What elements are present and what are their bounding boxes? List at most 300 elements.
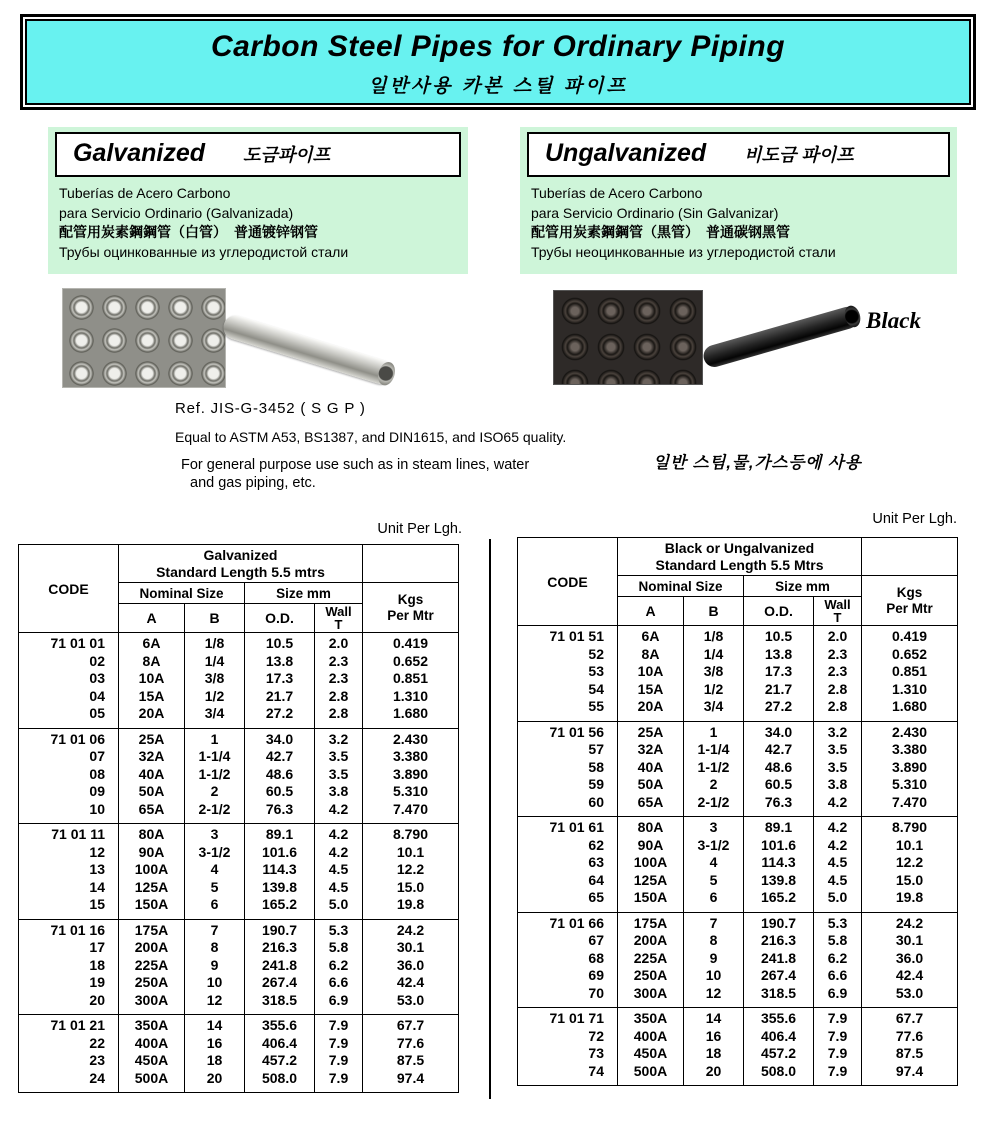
wall-label: Wall: [325, 604, 352, 619]
table-row: [19, 783, 459, 801]
wall-cell: 3.5: [315, 766, 363, 784]
nominal-b-cell: 2: [684, 776, 744, 794]
code-cell: 07: [19, 748, 119, 766]
page-title-korean: 일반사용 카본 스틸 파이프: [368, 76, 628, 97]
od-cell: 508.0: [245, 1070, 315, 1093]
ungalvanized-heading: Ungalvanized: [545, 139, 707, 167]
table-row: [19, 748, 459, 766]
col-b-header: B: [185, 604, 245, 633]
table-row: [518, 698, 958, 721]
table-row: [518, 776, 958, 794]
code-cell: 19: [19, 974, 119, 992]
nominal-b-cell: 2: [185, 783, 245, 801]
code-cell: 22: [19, 1035, 119, 1053]
code-cell: 60: [518, 794, 618, 817]
nominal-b-cell: 1/8: [185, 633, 245, 653]
nominal-a-cell: 400A: [119, 1035, 185, 1053]
nominal-b-cell: 7: [684, 912, 744, 932]
table-row: [518, 932, 958, 950]
ungalvanized-desc-chinese: 配管用炭素鋼鋼管（黒管） 普通碳钢黑管: [531, 224, 790, 240]
nominal-b-cell: 2-1/2: [684, 794, 744, 817]
od-cell: 60.5: [744, 776, 814, 794]
code-cell: 73: [518, 1045, 618, 1063]
code-cell: 71 01 11: [19, 824, 119, 844]
code-cell: 71 01 61: [518, 817, 618, 837]
code-cell: 71 01 71: [518, 1008, 618, 1028]
table-row: [19, 705, 459, 728]
nominal-a-cell: 80A: [119, 824, 185, 844]
per-mtr-label: Per Mtr: [387, 607, 434, 623]
nominal-a-cell: 450A: [618, 1045, 684, 1063]
kgs-cell: 30.1: [363, 939, 459, 957]
kgs-cell: 15.0: [862, 872, 958, 890]
nominal-b-cell: 5: [185, 879, 245, 897]
kgs-cell: 36.0: [862, 950, 958, 968]
table-row: [518, 794, 958, 817]
empty-header-cell: [862, 538, 958, 576]
wall-cell: 6.2: [814, 950, 862, 968]
table-row: [518, 1008, 958, 1028]
wall-cell: 7.9: [315, 1035, 363, 1053]
wall-cell: 7.9: [814, 1045, 862, 1063]
nominal-a-cell: 225A: [618, 950, 684, 968]
nominal-a-cell: 6A: [618, 626, 684, 646]
od-cell: 241.8: [245, 957, 315, 975]
nominal-a-cell: 65A: [618, 794, 684, 817]
od-cell: 139.8: [245, 879, 315, 897]
wall-cell: 3.8: [315, 783, 363, 801]
wall-cell: 4.2: [814, 817, 862, 837]
nominal-a-cell: 500A: [618, 1063, 684, 1086]
kgs-cell: 67.7: [363, 1015, 459, 1035]
wall-cell: 7.9: [315, 1015, 363, 1035]
od-cell: 318.5: [744, 985, 814, 1008]
table-title-line1: Black or Ungalvanized: [664, 539, 815, 556]
table-row: [518, 854, 958, 872]
table-row: [19, 919, 459, 939]
wall-cell: 2.3: [315, 653, 363, 671]
code-cell: 74: [518, 1063, 618, 1086]
kgs-cell: 8.790: [862, 817, 958, 837]
table-row: [19, 974, 459, 992]
kgs-cell: 53.0: [363, 992, 459, 1015]
black-pipe-bundle-photo: [553, 290, 703, 385]
code-cell: 08: [19, 766, 119, 784]
nominal-a-cell: 80A: [618, 817, 684, 837]
kgs-cell: 12.2: [862, 854, 958, 872]
wall-t-label: T: [833, 610, 842, 625]
table-row: [19, 824, 459, 844]
od-cell: 48.6: [245, 766, 315, 784]
nominal-b-cell: 1/4: [185, 653, 245, 671]
od-cell: 27.2: [744, 698, 814, 721]
wall-cell: 4.5: [814, 872, 862, 890]
table-row: [518, 950, 958, 968]
kgs-cell: 0.851: [363, 670, 459, 688]
nominal-b-cell: 1-1/4: [684, 741, 744, 759]
nominal-b-cell: 3/4: [185, 705, 245, 728]
nominal-a-cell: 175A: [618, 912, 684, 932]
table-row: [19, 957, 459, 975]
code-cell: 69: [518, 967, 618, 985]
nominal-b-cell: 6: [185, 896, 245, 919]
col-od-header: O.D.: [744, 597, 814, 626]
nominal-a-cell: 90A: [119, 844, 185, 862]
table-row: [19, 670, 459, 688]
nominal-b-cell: 1-1/4: [185, 748, 245, 766]
od-cell: 457.2: [245, 1052, 315, 1070]
nominal-b-cell: 1/8: [684, 626, 744, 646]
nominal-a-cell: 250A: [119, 974, 185, 992]
kgs-cell: 19.8: [363, 896, 459, 919]
nominal-b-cell: 1-1/2: [185, 766, 245, 784]
od-cell: 318.5: [245, 992, 315, 1015]
nominal-b-cell: 4: [684, 854, 744, 872]
od-cell: 355.6: [245, 1015, 315, 1035]
nominal-a-cell: 15A: [618, 681, 684, 699]
code-cell: 17: [19, 939, 119, 957]
kgs-cell: 24.2: [862, 912, 958, 932]
wall-t-label: T: [334, 617, 343, 632]
table-title-cell: [119, 545, 363, 583]
wall-cell: 6.6: [315, 974, 363, 992]
code-cell: 20: [19, 992, 119, 1015]
nominal-a-cell: 300A: [119, 992, 185, 1015]
od-cell: 508.0: [744, 1063, 814, 1086]
code-cell: 57: [518, 741, 618, 759]
table-row: [518, 967, 958, 985]
od-cell: 101.6: [744, 837, 814, 855]
code-cell: 09: [19, 783, 119, 801]
code-cell: 58: [518, 759, 618, 777]
ungalvanized-table: [517, 537, 958, 1086]
nominal-b-cell: 1/2: [684, 681, 744, 699]
code-cell: 04: [19, 688, 119, 706]
nominal-a-cell: 32A: [119, 748, 185, 766]
code-cell: 64: [518, 872, 618, 890]
code-cell: 71 01 16: [19, 919, 119, 939]
nominal-b-cell: 20: [684, 1063, 744, 1086]
unit-per-length-label-right: Unit Per Lgh.: [872, 511, 957, 527]
table-row: [518, 663, 958, 681]
col-b-header: B: [684, 597, 744, 626]
nominal-b-cell: 1: [185, 728, 245, 748]
nominal-b-cell: 20: [185, 1070, 245, 1093]
nominal-a-cell: 10A: [119, 670, 185, 688]
od-cell: 101.6: [245, 844, 315, 862]
kgs-cell: 1.680: [363, 705, 459, 728]
nominal-a-cell: 250A: [618, 967, 684, 985]
table-title-line1: Galvanized: [203, 546, 278, 563]
nominal-b-cell: 16: [185, 1035, 245, 1053]
nominal-b-cell: 10: [185, 974, 245, 992]
galvanized-heading-korean: 도금파이프: [243, 145, 330, 165]
nominal-a-cell: 125A: [119, 879, 185, 897]
od-cell: 457.2: [744, 1045, 814, 1063]
code-header: CODE: [19, 545, 119, 633]
kgs-label: Kgs: [397, 591, 424, 607]
code-cell: 24: [19, 1070, 119, 1093]
nominal-a-cell: 6A: [119, 633, 185, 653]
code-cell: 53: [518, 663, 618, 681]
kgs-cell: 87.5: [363, 1052, 459, 1070]
wall-cell: 2.8: [814, 698, 862, 721]
nominal-b-cell: 16: [684, 1028, 744, 1046]
table-row: [19, 766, 459, 784]
galvanized-desc-chinese: 配管用炭素鋼鋼管（白管） 普通镀锌钢管: [59, 224, 318, 240]
kgs-per-mtr-header: [862, 576, 958, 626]
galvanized-desc-spanish-1: Tuberías de Acero Carbono: [59, 185, 231, 201]
purpose-line-1: For general purpose use such as in steam lines, water: [181, 457, 530, 473]
table-row: [518, 872, 958, 890]
wall-cell: 7.9: [814, 1063, 862, 1086]
table-row: [19, 1052, 459, 1070]
kgs-cell: 0.652: [363, 653, 459, 671]
kgs-cell: 3.380: [363, 748, 459, 766]
code-cell: 02: [19, 653, 119, 671]
nominal-a-cell: 50A: [119, 783, 185, 801]
wall-cell: 5.8: [315, 939, 363, 957]
center-divider: [489, 539, 491, 1099]
code-cell: 05: [19, 705, 119, 728]
table-row: [19, 801, 459, 824]
table-title-line2: Standard Length 5.5 Mtrs: [655, 556, 824, 573]
table-row: [19, 728, 459, 748]
galvanized-pipe-shape: [220, 313, 395, 387]
kgs-cell: 42.4: [862, 967, 958, 985]
wall-cell: 2.8: [315, 705, 363, 728]
wall-cell: 4.2: [814, 794, 862, 817]
kgs-cell: 12.2: [363, 861, 459, 879]
kgs-cell: 0.419: [862, 626, 958, 646]
nominal-a-cell: 200A: [119, 939, 185, 957]
code-cell: 68: [518, 950, 618, 968]
nominal-a-cell: 20A: [119, 705, 185, 728]
table-row: [19, 844, 459, 862]
black-pipe-shape: [701, 304, 861, 369]
od-cell: 17.3: [744, 663, 814, 681]
nominal-b-cell: 3/8: [185, 670, 245, 688]
wall-cell: 7.9: [814, 1028, 862, 1046]
per-mtr-label: Per Mtr: [886, 600, 933, 616]
col-wall-header: [315, 604, 363, 633]
code-cell: 70: [518, 985, 618, 1008]
code-cell: 18: [19, 957, 119, 975]
galvanized-desc-spanish-2: para Servicio Ordinario (Galvanizada): [59, 204, 294, 221]
wall-cell: 4.2: [315, 824, 363, 844]
wall-cell: 2.3: [315, 670, 363, 688]
nominal-a-cell: 300A: [618, 985, 684, 1008]
wall-cell: 3.5: [814, 741, 862, 759]
nominal-b-cell: 7: [185, 919, 245, 939]
kgs-cell: 0.652: [862, 646, 958, 664]
od-cell: 216.3: [744, 932, 814, 950]
nominal-b-cell: 3: [185, 824, 245, 844]
table-row: [518, 985, 958, 1008]
nominal-a-cell: 100A: [119, 861, 185, 879]
nominal-b-cell: 1/4: [684, 646, 744, 664]
nominal-a-cell: 32A: [618, 741, 684, 759]
code-cell: 13: [19, 861, 119, 879]
table-row: [518, 1045, 958, 1063]
code-cell: 71 01 51: [518, 626, 618, 646]
kgs-cell: 67.7: [862, 1008, 958, 1028]
nominal-a-cell: 100A: [618, 854, 684, 872]
galvanized-table: [18, 544, 459, 1093]
wall-cell: 2.3: [814, 646, 862, 664]
wall-cell: 3.5: [315, 748, 363, 766]
galvanized-section: [48, 127, 468, 274]
nominal-a-cell: 90A: [618, 837, 684, 855]
table-row: [19, 992, 459, 1015]
nominal-size-header: Nominal Size: [119, 583, 245, 604]
nominal-a-cell: 175A: [119, 919, 185, 939]
ref-standard: Ref. JIS-G-3452 ( S G P ): [175, 400, 366, 417]
ungalvanized-desc-spanish-1: Tuberías de Acero Carbono: [531, 185, 703, 201]
code-cell: 12: [19, 844, 119, 862]
code-header: CODE: [518, 538, 618, 626]
od-cell: 406.4: [744, 1028, 814, 1046]
od-cell: 17.3: [245, 670, 315, 688]
nominal-a-cell: 450A: [119, 1052, 185, 1070]
nominal-a-cell: 10A: [618, 663, 684, 681]
galvanized-desc-russian: Трубы оцинкованные из углеродистой стали: [59, 243, 349, 260]
kgs-cell: 97.4: [363, 1070, 459, 1093]
ref-equivalent-standards: Equal to ASTM A53, BS1387, and DIN1615, and ISO65 quality.: [175, 429, 567, 445]
nominal-b-cell: 12: [185, 992, 245, 1015]
od-cell: 48.6: [744, 759, 814, 777]
kgs-cell: 10.1: [363, 844, 459, 862]
od-cell: 89.1: [245, 824, 315, 844]
nominal-a-cell: 40A: [618, 759, 684, 777]
wall-cell: 3.2: [315, 728, 363, 748]
kgs-cell: 1.310: [862, 681, 958, 699]
nominal-b-cell: 1: [684, 721, 744, 741]
table-row: [518, 626, 958, 646]
table-row: [19, 861, 459, 879]
od-cell: 165.2: [744, 889, 814, 912]
wall-cell: 5.8: [814, 932, 862, 950]
ungalvanized-desc-russian: Трубы неоцинкованные из углеродистой стали: [531, 243, 836, 260]
wall-cell: 3.2: [814, 721, 862, 741]
galvanized-heading-box: [55, 132, 461, 177]
code-cell: 15: [19, 896, 119, 919]
wall-cell: 4.2: [315, 844, 363, 862]
table-row: [19, 633, 459, 653]
nominal-b-cell: 14: [684, 1008, 744, 1028]
table-row: [518, 741, 958, 759]
nominal-b-cell: 5: [684, 872, 744, 890]
od-cell: 190.7: [245, 919, 315, 939]
wall-cell: 5.0: [814, 889, 862, 912]
wall-cell: 7.9: [315, 1052, 363, 1070]
code-cell: 71 01 66: [518, 912, 618, 932]
nominal-a-cell: 150A: [119, 896, 185, 919]
od-cell: 34.0: [245, 728, 315, 748]
wall-cell: 4.5: [814, 854, 862, 872]
nominal-b-cell: 2-1/2: [185, 801, 245, 824]
table-row: [518, 912, 958, 932]
nominal-a-cell: 225A: [119, 957, 185, 975]
nominal-b-cell: 1-1/2: [684, 759, 744, 777]
nominal-a-cell: 125A: [618, 872, 684, 890]
wall-cell: 5.0: [315, 896, 363, 919]
nominal-b-cell: 8: [185, 939, 245, 957]
kgs-cell: 15.0: [363, 879, 459, 897]
code-cell: 52: [518, 646, 618, 664]
od-cell: 76.3: [245, 801, 315, 824]
table-row: [19, 879, 459, 897]
nominal-b-cell: 3-1/2: [185, 844, 245, 862]
od-cell: 89.1: [744, 817, 814, 837]
table-row: [19, 653, 459, 671]
od-cell: 114.3: [245, 861, 315, 879]
nominal-b-cell: 9: [684, 950, 744, 968]
nominal-size-header: Nominal Size: [618, 576, 744, 597]
table-row: [518, 1063, 958, 1086]
table-row: [19, 688, 459, 706]
kgs-cell: 53.0: [862, 985, 958, 1008]
od-cell: 267.4: [744, 967, 814, 985]
galvanized-heading: Galvanized: [73, 139, 205, 167]
page-title: Carbon Steel Pipes for Ordinary Piping: [210, 30, 786, 63]
nominal-b-cell: 3/4: [684, 698, 744, 721]
black-single-pipe-photo: [706, 286, 852, 390]
col-a-header: A: [618, 597, 684, 626]
kgs-cell: 77.6: [862, 1028, 958, 1046]
kgs-cell: 24.2: [363, 919, 459, 939]
wall-cell: 4.5: [315, 861, 363, 879]
wall-cell: 5.3: [814, 912, 862, 932]
galvanized-pipe-bundle-photo: [62, 288, 226, 388]
table-row: [19, 896, 459, 919]
nominal-b-cell: 8: [684, 932, 744, 950]
od-cell: 13.8: [245, 653, 315, 671]
wall-cell: 4.2: [814, 837, 862, 855]
wall-cell: 5.3: [315, 919, 363, 939]
title-banner-inner: [25, 19, 971, 105]
nominal-b-cell: 6: [684, 889, 744, 912]
wall-cell: 7.9: [814, 1008, 862, 1028]
code-cell: 72: [518, 1028, 618, 1046]
nominal-b-cell: 18: [185, 1052, 245, 1070]
kgs-per-mtr-header: [363, 583, 459, 633]
kgs-cell: 7.470: [363, 801, 459, 824]
code-cell: 55: [518, 698, 618, 721]
kgs-cell: 30.1: [862, 932, 958, 950]
od-cell: 139.8: [744, 872, 814, 890]
od-cell: 355.6: [744, 1008, 814, 1028]
code-cell: 71 01 21: [19, 1015, 119, 1035]
nominal-a-cell: 20A: [618, 698, 684, 721]
table-row: [19, 1070, 459, 1093]
od-cell: 241.8: [744, 950, 814, 968]
kgs-cell: 2.430: [363, 728, 459, 748]
nominal-a-cell: 350A: [119, 1015, 185, 1035]
table-row: [518, 889, 958, 912]
nominal-a-cell: 25A: [119, 728, 185, 748]
od-cell: 10.5: [744, 626, 814, 646]
code-cell: 54: [518, 681, 618, 699]
nominal-a-cell: 400A: [618, 1028, 684, 1046]
wall-cell: 2.8: [814, 681, 862, 699]
kgs-label: Kgs: [896, 584, 923, 600]
table-row: [518, 646, 958, 664]
kgs-cell: 19.8: [862, 889, 958, 912]
od-cell: 60.5: [245, 783, 315, 801]
wall-cell: 6.2: [315, 957, 363, 975]
code-cell: 59: [518, 776, 618, 794]
